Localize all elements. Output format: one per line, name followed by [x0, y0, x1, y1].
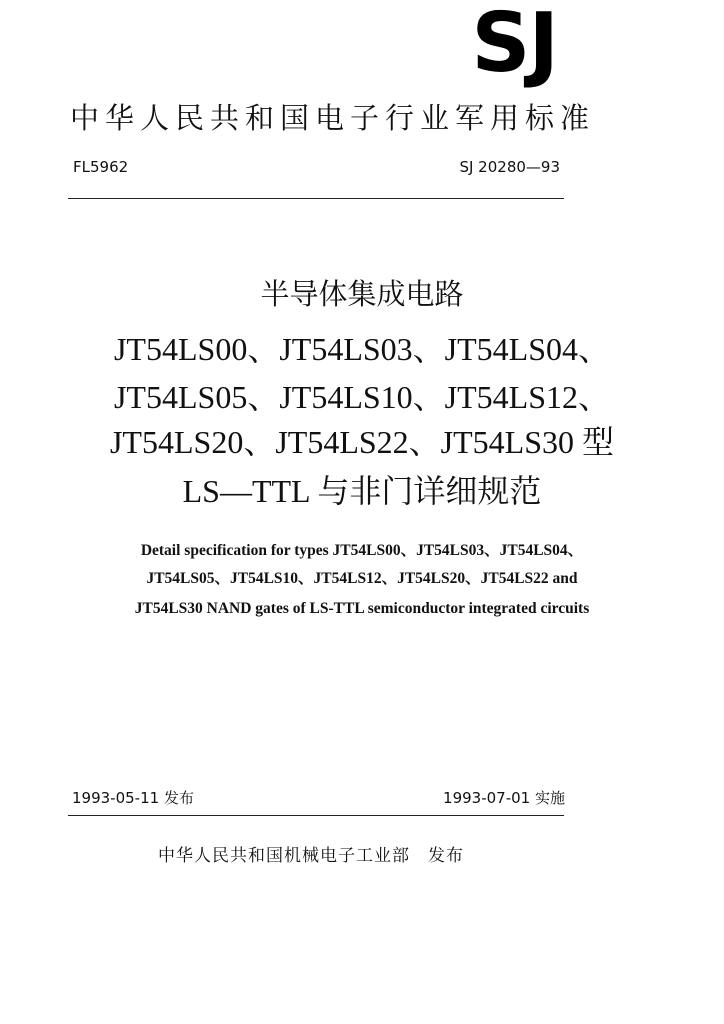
issue-date: 1993-05-11 发布 — [72, 789, 194, 807]
title-en-line-1: Detail specification for types JT54LS00、JT54LS03、JT54LS04、 — [140, 542, 584, 559]
title-cn-line-1: 半导体集成电路 — [260, 277, 464, 311]
sj-logo: SJ — [471, 0, 557, 91]
footer-divider — [68, 815, 564, 816]
title-cn-line-2: JT54LS00、JT54LS03、JT54LS04、 — [113, 331, 611, 367]
header-divider — [68, 198, 564, 199]
issuing-authority: 中华人民共和国机械电子工业部 发布 — [158, 846, 464, 866]
title-cn-line-5: LS—TTL 与非门详细规范 — [182, 473, 542, 509]
classification-code: FL5962 — [73, 158, 129, 176]
title-cn-line-3: JT54LS05、JT54LS10、JT54LS12、 — [113, 379, 611, 415]
effective-date: 1993-07-01 实施 — [443, 789, 565, 807]
title-en-line-2: JT54LS05、JT54LS10、JT54LS12、JT54LS20、JT54LS22 and — [146, 570, 578, 587]
standard-number: SJ 20280—93 — [459, 158, 560, 176]
standard-type-heading: 中华人民共和国电子行业军用标准 — [70, 101, 596, 135]
title-cn-line-4: JT54LS20、JT54LS22、JT54LS30 型 — [109, 424, 615, 460]
title-en-line-3: JT54LS30 NAND gates of LS-TTL semiconductor integrated circuits — [134, 600, 590, 617]
